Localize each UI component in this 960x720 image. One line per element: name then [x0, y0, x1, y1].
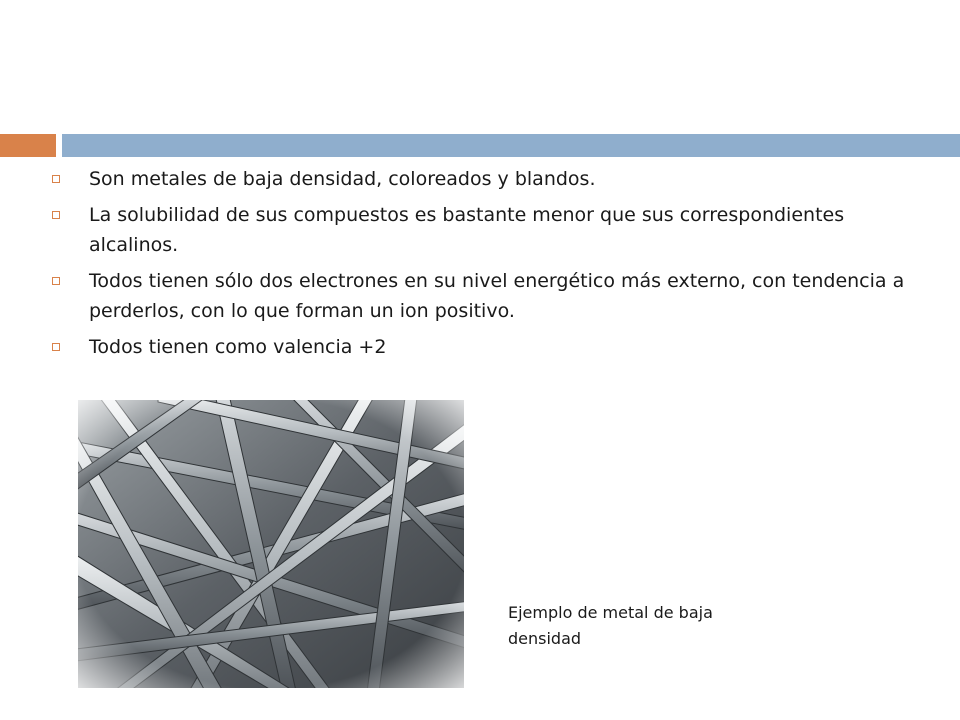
photo-caption: Ejemplo de metal de baja densidad	[508, 603, 713, 648]
bullet-list	[52, 164, 912, 368]
square-bullet-icon	[52, 343, 60, 351]
square-bullet-icon	[52, 277, 60, 285]
bullet-text: La solubilidad de sus compuestos es bastante menor que sus correspondientes alcalinos.	[89, 204, 845, 256]
bullet-text: Son metales de baja densidad, coloreados y blandos.	[89, 168, 596, 190]
bullet-item	[52, 332, 912, 362]
bullet-item	[52, 164, 912, 194]
metal-scrap-illustration	[78, 400, 464, 688]
metal-scrap-photo	[78, 400, 464, 688]
header-bar	[62, 134, 960, 157]
header-accent-bar	[0, 134, 56, 157]
bullet-text: Todos tienen como valencia +2	[89, 336, 387, 358]
bullet-item	[52, 200, 912, 260]
bullet-item	[52, 266, 912, 326]
square-bullet-icon	[52, 211, 60, 219]
bullet-text: Todos tienen sólo dos electrones en su nivel energético más externo, con tendencia a perderlos, con lo que forman un ion positivo.	[89, 270, 905, 322]
square-bullet-icon	[52, 175, 60, 183]
